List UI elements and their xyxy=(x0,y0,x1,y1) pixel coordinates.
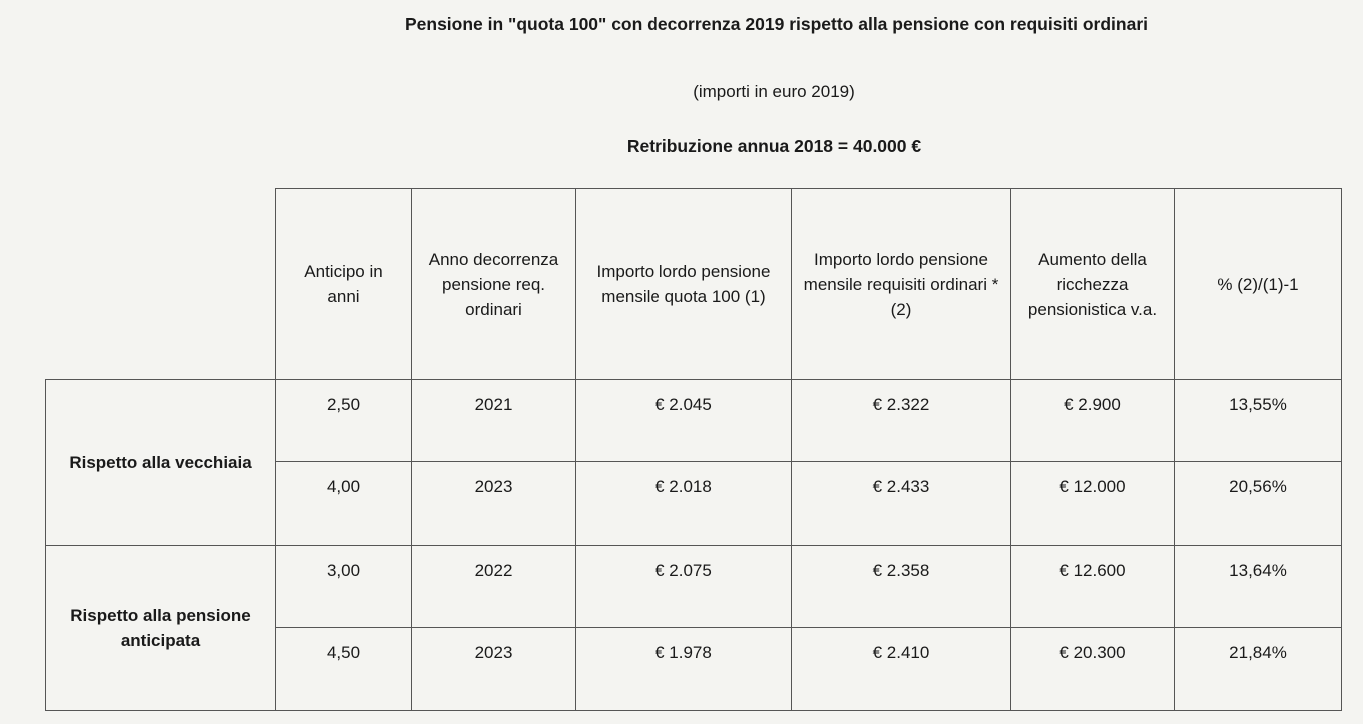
table-cell: € 12.000 xyxy=(1010,461,1175,546)
salary-line: Retribuzione annua 2018 = 40.000 € xyxy=(626,136,922,156)
table-cell: 3,00 xyxy=(275,545,412,628)
pension-comparison-table xyxy=(45,188,1342,711)
table-cell: € 2.018 xyxy=(575,461,792,546)
table-cell: 13,55% xyxy=(1174,379,1342,462)
table-cell: 21,84% xyxy=(1174,627,1342,711)
document-title: Pensione in "quota 100" con decorrenza 2019 rispetto alla pensione con requisiti ordinari xyxy=(404,14,1149,34)
table-cell: € 2.075 xyxy=(575,545,792,628)
table-cell: 2022 xyxy=(411,545,576,628)
document-subtitle: (importi in euro 2019) xyxy=(693,82,855,101)
header-percent: % (2)/(1)-1 xyxy=(1174,188,1342,380)
table-cell: € 2.410 xyxy=(791,627,1011,711)
header-aumento-ricchezza: Aumento della ricchezza pensionistica v.a. xyxy=(1010,188,1175,380)
table-cell: € 12.600 xyxy=(1010,545,1175,628)
header-importo-requisiti-ordinari: Importo lordo pensione mensile requisiti ordinari * (2) xyxy=(791,188,1011,380)
table-cell: € 2.045 xyxy=(575,379,792,462)
table-cell: 4,50 xyxy=(275,627,412,711)
table-cell: 2021 xyxy=(411,379,576,462)
group-label-anticipata: Rispetto alla pensione anticipata xyxy=(45,545,276,711)
table-cell: 4,00 xyxy=(275,461,412,546)
table-cell: € 1.978 xyxy=(575,627,792,711)
table-cell: € 2.358 xyxy=(791,545,1011,628)
table-cell: € 2.322 xyxy=(791,379,1011,462)
table-cell: 2,50 xyxy=(275,379,412,462)
table-cell: 2023 xyxy=(411,627,576,711)
group-label-vecchiaia: Rispetto alla vecchiaia xyxy=(45,379,276,546)
table-cell: € 20.300 xyxy=(1010,627,1175,711)
header-importo-quota-100: Importo lordo pensione mensile quota 100 (1) xyxy=(575,188,792,380)
header-anticipo: Anticipo in anni xyxy=(275,188,412,380)
table-cell: € 2.433 xyxy=(791,461,1011,546)
table-cell: 13,64% xyxy=(1174,545,1342,628)
header-anno-decorrenza: Anno decorrenza pensione req. ordinari xyxy=(411,188,576,380)
table-cell: € 2.900 xyxy=(1010,379,1175,462)
table-cell: 20,56% xyxy=(1174,461,1342,546)
table-cell: 2023 xyxy=(411,461,576,546)
